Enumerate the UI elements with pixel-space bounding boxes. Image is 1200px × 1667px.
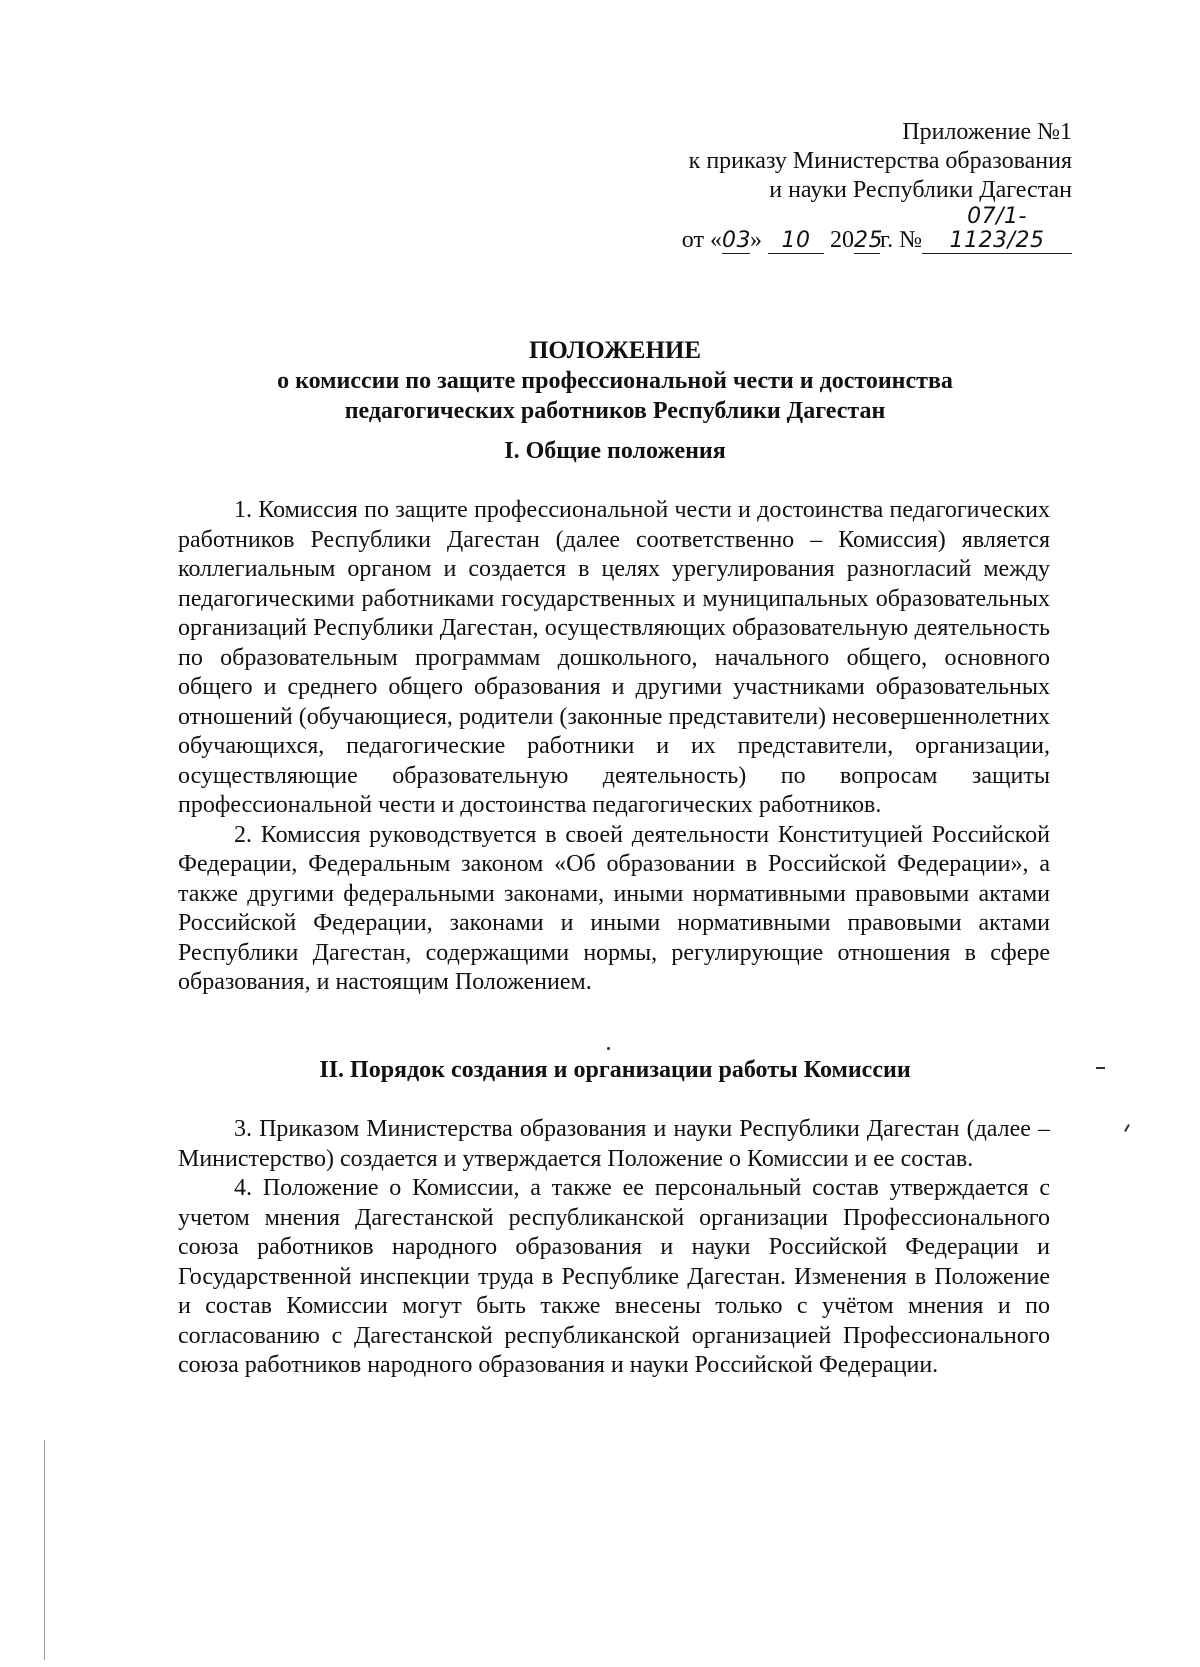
appendix-order-ref: к приказу Министерства образования <box>688 148 1072 174</box>
section-heading-1: I. Общие положения <box>504 438 726 464</box>
scan-speck <box>1124 1124 1130 1132</box>
paragraph-4: 4. Положение о Комиссии, а также ее персональный состав утверждается с учетом мнения Дагестанской республиканской организации Профессионального союза работников народного образования и науки Российской Федерации и Государственной инспекции труда в Республике Дагестан. Изменения в Положение и состав Комиссии могут быть также внесены только с учётом мнения и по согласованию с Дагестанской республиканской организацией Профессионального союза работников народного образования и науки Российской Федерации. <box>178 1175 1050 1378</box>
date-prefix: от « <box>681 227 722 253</box>
scan-speck <box>1096 1067 1105 1069</box>
section-heading-2: II. Порядок создания и организации работы Комиссии <box>319 1057 911 1083</box>
appendix-ministry: и науки Республики Дагестан <box>769 177 1072 203</box>
order-number-prefix: № <box>899 227 922 253</box>
appendix-block <box>552 118 1072 255</box>
scan-edge-line <box>44 1440 45 1660</box>
section-2-body <box>178 1115 1050 1381</box>
document-subtitle <box>180 366 1050 426</box>
appendix-label: Приложение №1 <box>902 119 1072 145</box>
paragraph-2: 2. Комиссия руководствуется в своей деятельности Конституцией Российской Федерации, Федеральным законом «Об образовании в Российской Федерации», а также другими федеральными законами, иными нормативными правовыми актами Российской Федерации, законами и иными нормативными правовыми актами Республики Дагестан, содержащими нормы, регулирующие отношения в сфере образования, и настоящим Положением. <box>178 821 1050 995</box>
date-day-close: » <box>749 227 762 253</box>
scan-speck <box>607 1047 610 1050</box>
date-year-unit: г. <box>879 227 894 253</box>
subtitle-line-1: о комиссии по защите профессиональной чести и достоинства <box>277 368 953 394</box>
document-title: ПОЛОЖЕНИЕ <box>528 337 702 364</box>
appendix-date-line <box>552 205 1072 255</box>
date-day: 03 <box>721 228 751 253</box>
order-number: 07/1-1123/25 <box>922 205 1072 254</box>
paragraph-1: 1. Комиссия по защите профессиональной чести и достоинства педагогических работников Республики Дагестан (далее соответственно – Комиссия) является коллегиальным органом и создается в целях урегулирования разногласий между педагогическими работниками государственных и муниципальных образовательных организаций Республики Дагестан, осуществляющих образовательную деятельность по образовательным программам дошкольного, начального общего, основного общего и среднего общего образования и другими участниками образовательных отношений (обучающиеся, родители (законные представители) несовершеннолетних обучающихся, педагогические работники и их представители, организации, осуществляющие образовательную деятельность) по вопросам защиты профессиональной чести и достоинства педагогических работников. <box>178 497 1050 818</box>
section-1-body <box>178 496 1050 998</box>
date-month: 10 <box>768 229 824 254</box>
date-year-prefix: 20 <box>829 227 854 253</box>
date-year-suffix: 25 <box>853 228 883 253</box>
paragraph-3: 3. Приказом Министерства образования и науки Республики Дагестан (далее – Министерство) создается и утверждается Положение о Комиссии и ее состав. <box>178 1116 1050 1172</box>
subtitle-line-2: педагогических работников Республики Дагестан <box>344 398 886 424</box>
